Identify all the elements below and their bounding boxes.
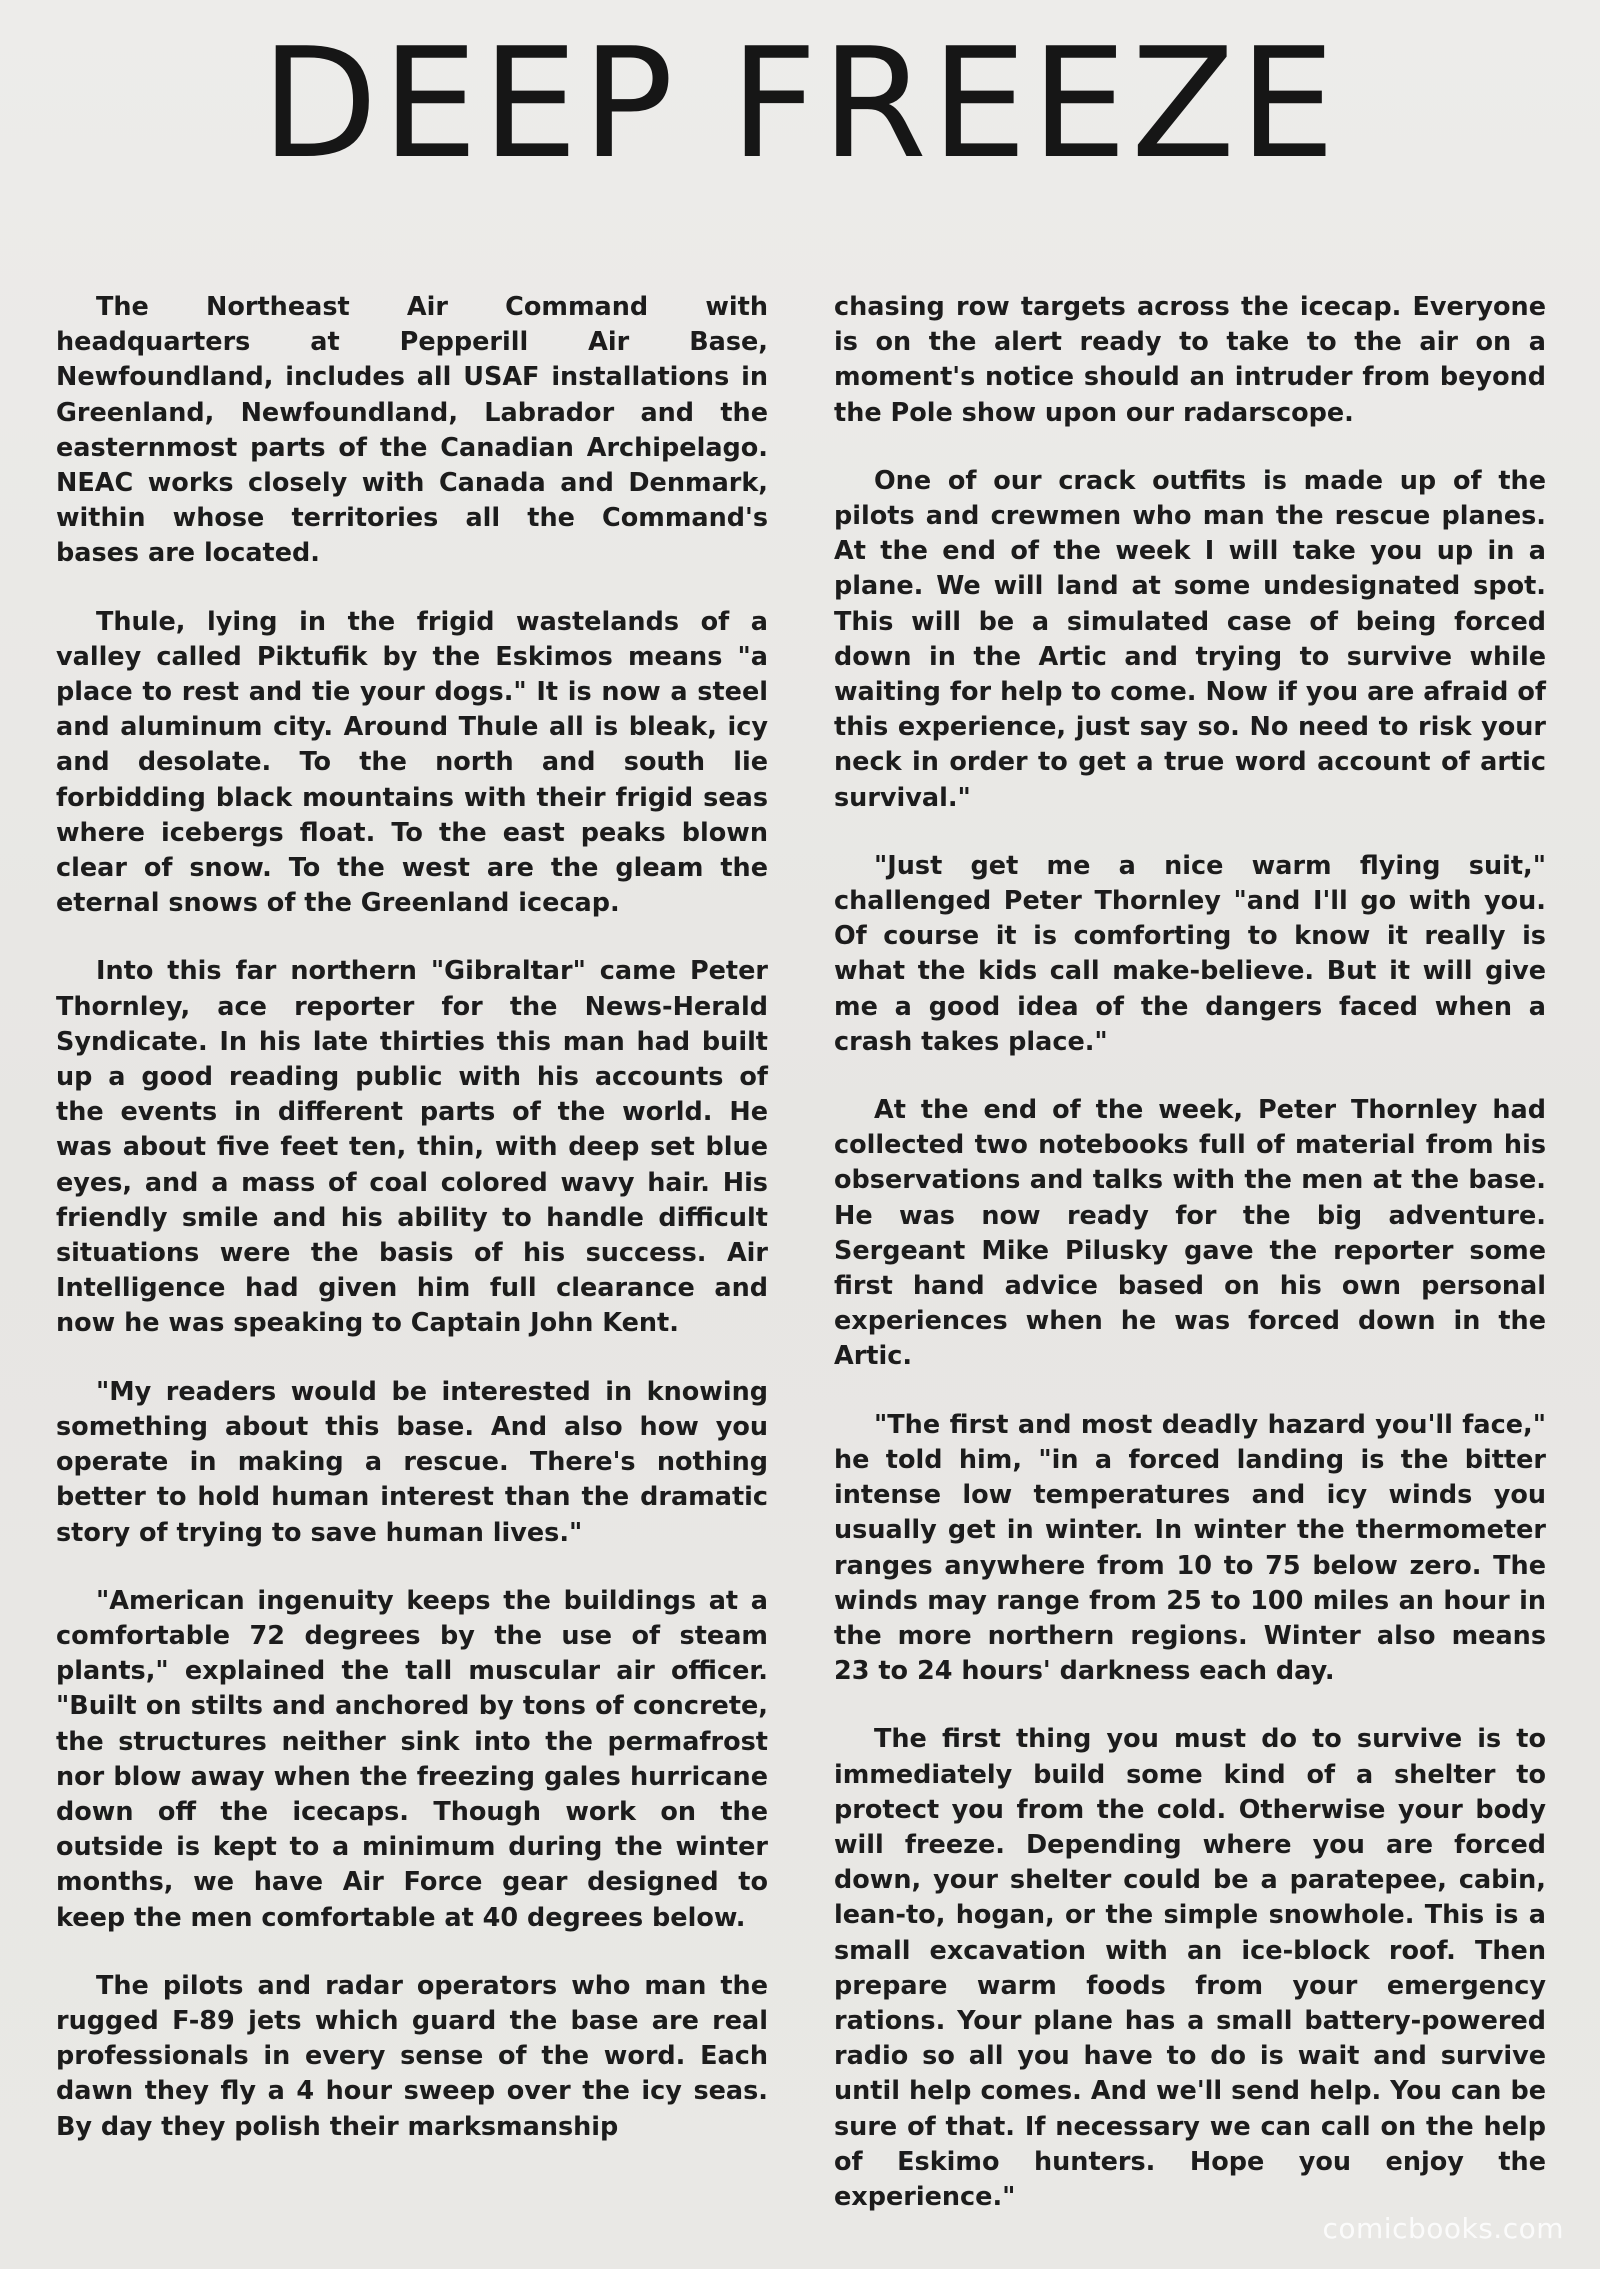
paragraph: At the end of the week, Peter Thornley had collected two notebooks full of material from his observations and talks with the men at the base. He was now ready for the big adventure. Sergeant Mike Pilusky gave the reporter some first hand advice based on his own personal experiences when he was forced down in the Artic. [834, 1095, 1546, 1372]
paragraph: The first thing you must do to survive is to immediately build some kind of a shelter to protect you from the cold. Otherwise your body will freeze. Depending where you are forced down, your shelter could be a paratepee, cabin, lean-to, hogan, or the simple snowhole. This is a small excavation with an ice-block roof. Then prepare warm foods from your emergency rations. Your plane has a small battery-powered radio so all you have to do is wait and survive until help comes. And we'll send help. You can be sure of that. If necessary we can call on the help of Eskimo hunters. Hope you enjoy the experience." [834, 1724, 1546, 2212]
paragraph: Into this far northern "Gibraltar" came Peter Thornley, ace reporter for the News-Herald Syndicate. In his late thirties this man had built up a good reading public with his accounts of the events in different parts of the world. He was about five feet ten, thin, with deep set blue eyes, and a mass of coal colored wavy hair. His friendly smile and his ability to handle difficult situations were the basis of his success. Air Intelligence had given him full clearance and now he was speaking to Captain John Kent. [56, 956, 768, 1339]
paragraph: The pilots and radar operators who man the rugged F-89 jets which guard the base are real professionals in every sense of the word. Each dawn they fly a 4 hour sweep over the icy seas. By day they polish their marksmanship [56, 1970, 768, 2142]
paragraph: "Just get me a nice warm flying suit," challenged Peter Thornley "and I'll go with you. Of course it is comforting to know it really is what the kids call make-believe. But it will give me a good idea of the dangers faced when a crash takes place." [834, 850, 1546, 1057]
paragraph: "The first and most deadly hazard you'll face," he told him, "in a forced landing is the bitter intense low temperatures and icy winds you usually get in winter. In winter the thermometer ranges anywhere from 10 to 75 below zero. The winds may range from 25 to 100 miles an hour in the more northern regions. Winter also means 23 to 24 hours' darkness each day. [834, 1409, 1546, 1687]
paragraph: chasing row targets across the icecap. Everyone is on the alert ready to take to the air on a moment's notice should an intruder from beyond the Pole show upon our radarscope. [834, 292, 1546, 428]
paragraph: One of our crack outfits is made up of the pilots and crewmen who man the rescue planes. At the end of the week I will take you up in a plane. We will land at some undesignated spot. This will be a simulated case of being forced down in the Artic and trying to survive while waiting for help to come. Now if you are afraid of this experience, just say so. No need to risk your neck in order to get a true word account of artic survival." [834, 465, 1546, 813]
paragraph: The Northeast Air Command with headquarters at Pepperill Air Base, Newfoundland, includes all USAF installations in Greenland, Newfoundland, Labrador and the easternmost parts of the Canadian Archipelago. NEAC works closely with Canada and Denmark, within whose territories all the Command's bases are located. [56, 292, 768, 569]
paragraph: Thule, lying in the frigid wastelands of a valley called Piktufik by the Eskimos means "a place to rest and tie your dogs." It is now a steel and aluminum city. Around Thule all is bleak, icy and desolate. To the north and south lie forbidding black mountains with their frigid seas where icebergs float. To the east peaks blown clear of snow. To the west are the gleam the eternal snows of the Greenland icecap. [56, 606, 768, 919]
paragraph: "American ingenuity keeps the buildings at a comfortable 72 degrees by the use of steam plants," explained the tall muscular air officer. "Built on stilts and anchored by tons of concrete, the structures neither sink into the permafrost nor blow away when the freezing gales hurricane down off the icecaps. Though work on the outside is kept to a minimum during the winter months, we have Air Force gear designed to keep the men comfortable at 40 degrees below. [56, 1585, 768, 1933]
paragraph: "My readers would be interested in knowing something about this base. And also how you operate in making a rescue. There's nothing better to hold human interest than the dramatic story of trying to save human lives." [56, 1376, 768, 1548]
left-column [56, 290, 768, 2178]
site-watermark: comicbooks.com [1322, 2212, 1564, 2245]
right-column [834, 290, 1546, 2248]
article-title: DEEP FREEZE [260, 15, 1340, 192]
